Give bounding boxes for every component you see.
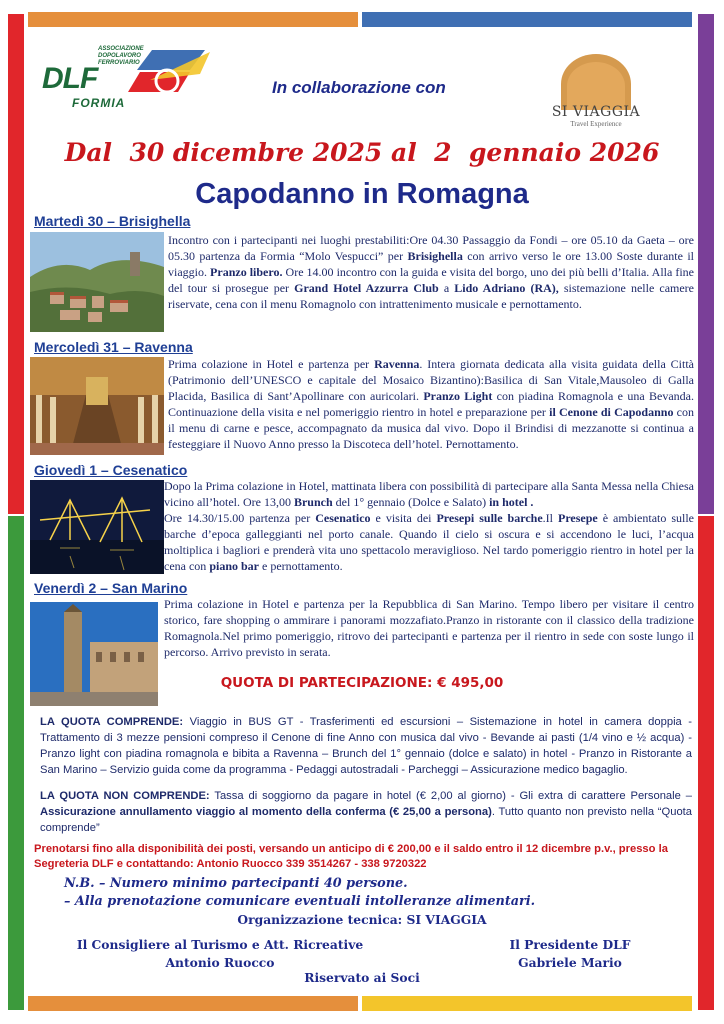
footer-note: Riservato ai Soci: [304, 970, 420, 985]
tech-organization: Organizzazione tecnica: SI VIAGGIA: [237, 912, 487, 927]
price-quota: QUOTA DI PARTECIPAZIONE: € 495,00: [220, 675, 504, 691]
day-heading-giovedi: Giovedì 1 – Cesenatico: [34, 462, 188, 478]
left-green-bar: [8, 516, 24, 1010]
left-signatory-role: Il Consigliere al Turismo e Att. Ricreative: [76, 937, 364, 952]
quota-comprende: LA QUOTA COMPRENDE: Viaggio in BUS GT - Trasferimenti ed escursioni – Sistemazione in hotel in camera doppia - Trattamento di 3 mezze pensioni compreso il Cenone di fine Anno con musica dal vivo - Bevande ai pasti (1/4 vino e ½ acqua) -Pranzo light con piadina romagnola e bibita a Ravenna – Brunch del 1° gennaio (dolce e salato) in hotel - Pranzo in Ristorante a San Marino – Servizio guida come da programma - Pedaggi autostradali - Parcheggi – Assicurazione medico bagaglio.: [40, 716, 692, 776]
logo-city: FORMIA: [72, 96, 126, 110]
left-signatory-name: Antonio Ruocco: [165, 955, 275, 970]
right-signatory-role: Il Presidente DLF: [509, 937, 631, 952]
brisighella-photo: [30, 232, 164, 332]
day-text-martedi: Incontro con i partecipanti nei luoghi prestabiliti:Ore 04.30 Passaggio da Fondi – ore 05.10 da Gaeta – ore 05.30 partenza da Formia “Molo Vespucci” per Brisighella con arrivo verso le ore 13.00 Soste durante il viaggio. Pranzo libero. Ore 14.00 incontro con la guida e visita del borgo, uno dei più belli d’Italia. Alla fine del tour si prosegue per Grand Hotel Azzurra Club a Lido Adriano (RA), sistemazione nelle camere riservate, cena con il menu Romagnolo con intrattenimento musicale e pernottamento.: [168, 233, 695, 311]
day-text-venerdi: Prima colazione in Hotel e partenza per la Repubblica di San Marino. Tempo libero per visitare il centro storico, fare shopping o ammirare i panorami mozzafiato.Pranzo in ristorante con il classico della tradizione Romagnola.Nel primo pomeriggio, ritrovo dei partecipanti e partenza per il rientro in sede con soste lungo il percorso. Arrivo previsto in serata.: [164, 597, 694, 659]
si-viaggia-logo: [543, 52, 649, 130]
trip-dates: Dal 30 dicembre 2025 al 2 gennaio 2026: [64, 138, 660, 167]
logo-brand: DLF: [42, 62, 98, 95]
right-signatory-name: Gabriele Mario: [518, 955, 622, 970]
cesenatico-photo: [30, 480, 164, 574]
right-purple-bar: [698, 14, 714, 514]
top-orange-bar: [28, 12, 358, 27]
logo-line3: FERROVIARIO: [98, 60, 140, 66]
logo-line2: DOPOLAVORO: [98, 53, 141, 59]
ravenna-photo: [30, 357, 164, 455]
partner-tagline: Travel Experience: [570, 120, 622, 128]
page-title: Capodanno in Romagna: [195, 178, 529, 210]
day-heading-venerdi: Venerdì 2 – San Marino: [34, 580, 188, 596]
booking-info: Prenotarsi fino alla disponibilità dei posti, versando un anticipo di € 200,00 e il saldo entro il 12 dicembre p.v., presso la Segreteria DLF e contattando: Antonio Ruocco 339 3514267 - 338 9720322: [34, 843, 668, 870]
day-text-mercoledi: Prima colazione in Hotel e partenza per Ravenna. Intera giornata dedicata alla visita guidata della Città (Patrimonio dell’UNESCO e capitale del Mosaico Bizantino):Basilica di San Vitale,Mausoleo di Galla Placida, Basilica di Sant’Apollinare con auricolari. Pranzo Light con piadina Romagnola e una Bevanda. Continuazione della visita e nel pomeriggio rientro in hotel e preparazione per il Cenone di Capodanno con il menu di carne e pesce, accompagnato da musica dal vivo. Dopo il Brindisi di mezzanotte si continua a festeggiare il Nuovo Anno presso la Discoteca dell’hotel. Pernottamento.: [168, 357, 695, 451]
quota-non-comprende: LA QUOTA NON COMPRENDE: Tassa di soggiorno da pagare in hotel (€ 2,00 al giorno) - Gli extra di carattere Personale – Assicurazione annullamento viaggio al momento della conferma (€ 25,00 a persona). Tutto quanto non previsto nella “Quota comprende”: [40, 790, 692, 834]
top-blue-bar: [362, 12, 692, 27]
logo-line1: ASSOCIAZIONE: [98, 46, 144, 52]
left-red-bar: [8, 14, 24, 514]
bottom-orange-bar: [28, 996, 358, 1011]
collaboration-text: In collaborazione con: [272, 78, 446, 97]
dlf-formia-logo: [40, 44, 220, 114]
partner-name: SI VIAGGIA: [551, 104, 641, 120]
note-min-participants: N.B. – Numero minimo partecipanti 40 persone.: [64, 876, 408, 891]
right-red-bar: [698, 516, 714, 1010]
day-heading-martedi: Martedì 30 – Brisighella: [34, 213, 191, 229]
note-intolerances: – Alla prenotazione comunicare eventuali intolleranze alimentari.: [64, 894, 536, 909]
bottom-yellow-bar: [362, 996, 692, 1011]
day-heading-mercoledi: Mercoledì 31 – Ravenna: [34, 339, 193, 355]
day-text-giovedi: Dopo la Prima colazione in Hotel, mattinata libera con possibilità di partecipare alla Santa Messa nella Chiesa vicino all’hotel. Ore 13,00 Brunch del 1° gennaio (Dolce e Salato) in hotel . Ore 14.30/15.00 partenza per Cesenatico e visita dei Presepi sulle barche.Il Presepe è ambientato sulle barche d’epoca galleggianti nel porto canale. Quando il cielo si oscura e si accendono le luci, l’acqua moltiplica i bagliori e prenderà vita uno spettacolo meraviglioso. Nel tardo pomeriggio rientro in hotel per la cena con piano bar e pernottamento.: [164, 479, 695, 573]
